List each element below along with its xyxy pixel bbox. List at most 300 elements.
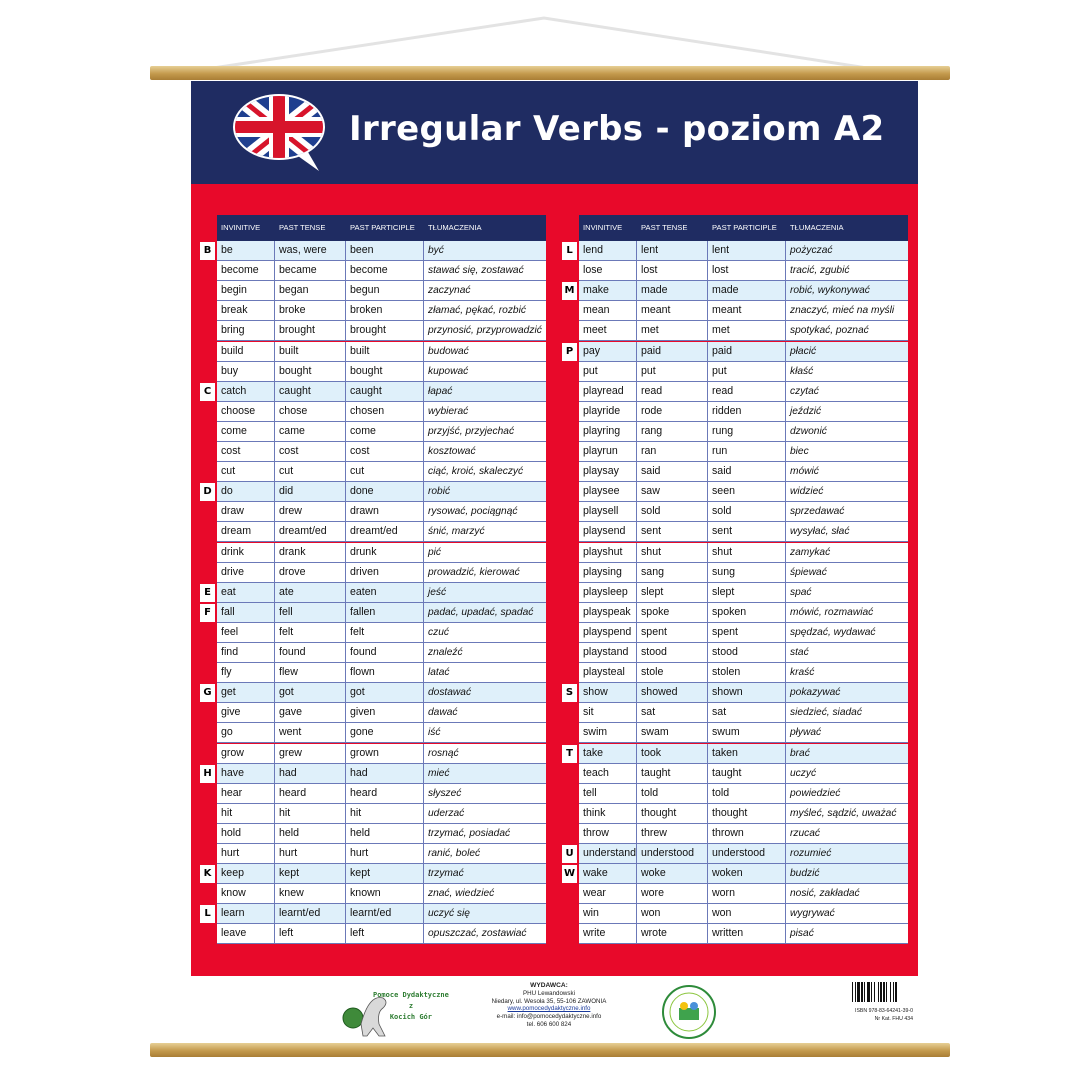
barcode-bar (861, 982, 863, 1002)
past-participle-cell: had (346, 764, 424, 783)
row-cells (217, 241, 546, 261)
infinitive-cell: draw (217, 502, 275, 521)
row-cells (217, 723, 546, 743)
letter-marker: K (200, 865, 215, 883)
infinitive-cell: playsteal (579, 663, 637, 682)
table-row (562, 663, 908, 683)
translation-cell: kupować (428, 365, 469, 377)
past-tense-cell: hurt (275, 844, 346, 863)
past-participle-cell: caught (346, 382, 424, 401)
translation-cell: pływać (790, 727, 822, 739)
letter-marker: M (562, 282, 577, 300)
table-row (562, 643, 908, 663)
past-participle-cell: understood (708, 844, 786, 863)
barcode-bar (880, 982, 882, 1002)
page-title: Irregular Verbs - poziom A2 (349, 109, 885, 149)
past-participle-cell: fallen (346, 603, 424, 622)
past-tense-cell: took (637, 744, 708, 763)
infinitive-cell: sit (579, 703, 637, 722)
translation-cell: znać, wiedzieć (428, 888, 495, 900)
translation-cell: pożyczać (790, 245, 833, 256)
row-cells (217, 643, 546, 663)
row-cells (579, 844, 908, 864)
infinitive-cell: win (579, 904, 637, 923)
row-cells (217, 683, 546, 703)
row-cells (579, 342, 908, 362)
past-participle-cell: read (708, 382, 786, 401)
translation-cell: wygrywać (790, 908, 835, 920)
letter-marker: H (200, 765, 215, 783)
past-participle-cell: met (708, 321, 786, 340)
barcode-bar (890, 982, 891, 1002)
table-row (200, 623, 546, 643)
past-tense-cell: sold (637, 502, 708, 521)
past-tense-cell: said (637, 462, 708, 481)
infinitive-cell: pay (579, 342, 637, 361)
letter-marker: D (200, 483, 215, 501)
infinitive-cell: wake (579, 864, 637, 883)
past-participle-cell: dreamt/ed (346, 522, 424, 541)
table-row (200, 844, 546, 864)
infinitive-cell: playring (579, 422, 637, 441)
infinitive-cell: drink (217, 543, 275, 562)
row-cells (217, 663, 546, 683)
past-tense-cell: cut (275, 462, 346, 481)
letter-marker: F (200, 604, 215, 622)
infinitive-cell: take (579, 744, 637, 763)
infinitive-cell: cost (217, 442, 275, 461)
row-cells (579, 402, 908, 422)
past-tense-cell: swam (637, 723, 708, 742)
row-cells (579, 924, 908, 944)
row-cells (579, 522, 908, 542)
past-tense-cell: held (275, 824, 346, 843)
table-row (200, 784, 546, 804)
past-participle-cell: gone (346, 723, 424, 742)
table-row (562, 342, 908, 362)
past-participle-cell: woken (708, 864, 786, 883)
table-row (562, 502, 908, 522)
row-cells (217, 563, 546, 583)
table-row (200, 342, 546, 362)
infinitive-cell: playride (579, 402, 637, 421)
row-cells (579, 603, 908, 623)
translation-cell: wysyłać, słać (790, 526, 850, 538)
row-cells (217, 884, 546, 904)
past-participle-cell: worn (708, 884, 786, 903)
row-cells (217, 261, 546, 281)
isbn-info: ISBN 978-83-64241-39-0 Nr Kat. FHU 434 (855, 1008, 913, 1022)
past-participle-cell: sat (708, 703, 786, 722)
past-tense-cell: heard (275, 784, 346, 803)
table-row (562, 362, 908, 382)
translation-cell: mówić (790, 466, 819, 478)
past-tense-cell: drank (275, 543, 346, 562)
past-participle-cell: learnt/ed (346, 904, 424, 923)
row-cells (579, 482, 908, 502)
barcode-bar (895, 982, 897, 1002)
past-tense-cell: put (637, 362, 708, 381)
row-cells (217, 824, 546, 844)
table-row (200, 321, 546, 341)
publisher-website-link[interactable]: www.pomocedydaktyczne.info (507, 1005, 591, 1013)
past-participle-cell: rung (708, 422, 786, 441)
past-participle-cell: thrown (708, 824, 786, 843)
translation-cell: kosztować (428, 446, 476, 457)
past-tense-cell: caught (275, 382, 346, 401)
translation-cell: pić (428, 546, 442, 558)
past-participle-cell: found (346, 643, 424, 662)
row-cells (579, 723, 908, 743)
translation-cell: stać (790, 647, 809, 658)
letter-marker: L (200, 905, 215, 923)
past-participle-cell: flown (346, 663, 424, 682)
table-row (200, 482, 546, 502)
table-row (200, 744, 546, 764)
translation-cell: nosić, zakładać (790, 888, 860, 900)
barcode-bar (857, 982, 860, 1002)
past-participle-cell: sung (708, 563, 786, 582)
translation-cell: spać (790, 586, 812, 598)
translation-cell: śnić, marzyć (428, 526, 485, 538)
header-infinitive: INVINITIVE (221, 223, 261, 232)
row-cells (217, 764, 546, 784)
infinitive-cell: tell (579, 784, 637, 803)
past-tense-cell: rang (637, 422, 708, 441)
past-participle-cell: come (346, 422, 424, 441)
past-participle-cell: seen (708, 482, 786, 501)
past-participle-cell: brought (346, 321, 424, 340)
letter-marker: T (562, 745, 577, 763)
row-cells (217, 342, 546, 362)
row-cells (579, 744, 908, 764)
past-participle-cell: built (346, 342, 424, 361)
barcode-bar (864, 982, 865, 1002)
infinitive-cell: hit (217, 804, 275, 823)
table-row (200, 663, 546, 683)
table-row (562, 442, 908, 462)
row-cells (579, 382, 908, 402)
table-row (200, 864, 546, 884)
past-participle-cell: grown (346, 744, 424, 763)
past-participle-cell: spoken (708, 603, 786, 622)
infinitive-cell: playspeak (579, 603, 637, 622)
past-tense-cell: paid (637, 342, 708, 361)
infinitive-cell: catch (217, 382, 275, 401)
translation-cell: przynosić, przyprowadzić (428, 325, 542, 337)
translation-cell: kraść (790, 667, 815, 679)
translation-cell: sprzedawać (790, 506, 845, 518)
past-tense-cell: broke (275, 301, 346, 320)
table-row (200, 543, 546, 563)
table-row (562, 683, 908, 703)
infinitive-cell: lose (579, 261, 637, 280)
table-row (562, 864, 908, 884)
past-participle-cell: stood (708, 643, 786, 662)
past-participle-cell: held (346, 824, 424, 843)
poster (191, 81, 918, 976)
past-tense-cell: left (275, 924, 346, 943)
table-header-left (217, 215, 546, 241)
past-tense-cell: woke (637, 864, 708, 883)
table-row (200, 442, 546, 462)
translation-cell: pokazywać (790, 687, 841, 699)
row-cells (579, 422, 908, 442)
table-row (562, 744, 908, 764)
row-cells (579, 261, 908, 281)
past-participle-cell: shown (708, 683, 786, 702)
table-row (200, 462, 546, 482)
barcode-bar (893, 982, 894, 1002)
translation-cell: dawać (428, 707, 458, 719)
letter-marker: L (562, 242, 577, 260)
past-tense-cell: read (637, 382, 708, 401)
past-participle-cell: lent (708, 241, 786, 260)
infinitive-cell: dream (217, 522, 275, 541)
row-cells (217, 804, 546, 824)
uk-flag-speech-bubble-icon (231, 91, 331, 173)
row-cells (217, 744, 546, 764)
infinitive-cell: make (579, 281, 637, 300)
past-participle-cell: swum (708, 723, 786, 742)
infinitive-cell: throw (579, 824, 637, 843)
infinitive-cell: get (217, 683, 275, 702)
table-row (562, 563, 908, 583)
translation-cell: robić (428, 486, 451, 498)
translation-cell: uderzać (428, 807, 465, 819)
past-tense-cell: sang (637, 563, 708, 582)
table-row (562, 321, 908, 341)
row-cells (217, 301, 546, 321)
table-row (200, 804, 546, 824)
row-cells (579, 301, 908, 321)
row-cells (579, 462, 908, 482)
table-row (200, 764, 546, 784)
past-participle-cell: sold (708, 502, 786, 521)
infinitive-cell: hear (217, 784, 275, 803)
translation-cell: myśleć, sądzić, uważać (790, 807, 897, 819)
translation-cell: brać (790, 747, 810, 759)
past-tense-cell: met (637, 321, 708, 340)
table-row (200, 723, 546, 743)
row-cells (217, 442, 546, 462)
row-cells (217, 583, 546, 603)
letter-marker: G (200, 684, 215, 702)
translation-cell: znaczyć, mieć na myśli (790, 305, 895, 317)
table-row (200, 281, 546, 301)
infinitive-cell: playsleep (579, 583, 637, 602)
table-row (200, 643, 546, 663)
infinitive-cell: hurt (217, 844, 275, 863)
translation-cell: rosnąć (428, 747, 459, 759)
past-tense-cell: drove (275, 563, 346, 582)
row-cells (217, 904, 546, 924)
letter-marker: W (562, 865, 577, 883)
past-participle-cell: slept (708, 583, 786, 602)
row-cells (579, 764, 908, 784)
letter-marker: S (562, 684, 577, 702)
table-row (200, 241, 546, 261)
past-tense-cell: went (275, 723, 346, 742)
translation-cell: uczyć (790, 767, 817, 779)
infinitive-cell: build (217, 342, 275, 361)
infinitive-cell: playread (579, 382, 637, 401)
infinitive-cell: playspend (579, 623, 637, 642)
table-row (200, 261, 546, 281)
past-tense-cell: meant (637, 301, 708, 320)
barcode-bar (886, 982, 887, 1002)
letter-marker: B (200, 242, 215, 260)
row-cells (579, 442, 908, 462)
past-tense-cell: became (275, 261, 346, 280)
translation-cell: czytać (790, 385, 819, 397)
infinitive-cell: learn (217, 904, 275, 923)
past-tense-cell: gave (275, 703, 346, 722)
infinitive-cell: bring (217, 321, 275, 340)
table-row (562, 522, 908, 542)
table-row (200, 522, 546, 542)
row-cells (217, 623, 546, 643)
past-tense-cell: spoke (637, 603, 708, 622)
translation-cell: czuć (428, 626, 449, 638)
bottom-hanging-rod (150, 1043, 950, 1057)
infinitive-cell: feel (217, 623, 275, 642)
translation-cell: ranić, boleć (428, 848, 481, 859)
publisher-info: WYDAWCA: PHU Lewandowski Niedary, ul. Wesoła 35, 55-106 ZAWONIA www.pomocedydaktyczne.info e-mail: info@pomocedydaktyczne.info tel. 606 600 824 (471, 982, 627, 1029)
past-participle-cell: given (346, 703, 424, 722)
infinitive-cell: have (217, 764, 275, 783)
table-row (200, 703, 546, 723)
table-row (200, 502, 546, 522)
past-participle-cell: hit (346, 804, 424, 823)
infinitive-cell: fly (217, 663, 275, 682)
past-tense-cell: lost (637, 261, 708, 280)
row-cells (217, 522, 546, 542)
past-tense-cell: rode (637, 402, 708, 421)
row-cells (579, 241, 908, 261)
infinitive-cell: buy (217, 362, 275, 381)
row-cells (217, 422, 546, 442)
infinitive-cell: drive (217, 563, 275, 582)
past-tense-cell: thought (637, 804, 708, 823)
row-cells (217, 784, 546, 804)
translation-cell: budzić (790, 868, 820, 880)
translation-cell: zamykać (790, 546, 831, 558)
infinitive-cell: give (217, 703, 275, 722)
row-cells (217, 462, 546, 482)
past-participle-cell: chosen (346, 402, 424, 421)
infinitive-cell: understand (579, 844, 637, 863)
infinitive-cell: put (579, 362, 637, 381)
row-cells (217, 281, 546, 301)
row-cells (579, 643, 908, 663)
row-cells (217, 924, 546, 944)
table-row (200, 422, 546, 442)
translation-cell: być (428, 245, 444, 256)
barcode-bar (871, 982, 872, 1002)
past-participle-cell: taught (708, 764, 786, 783)
translation-cell: pisać (790, 928, 814, 940)
past-participle-cell: told (708, 784, 786, 803)
barcode-bar (878, 982, 879, 1002)
table-row (200, 924, 546, 944)
table-row (200, 382, 546, 402)
infinitive-cell: hold (217, 824, 275, 843)
barcode-bar (883, 982, 885, 1002)
past-tense-cell: wore (637, 884, 708, 903)
poster-footer (191, 976, 918, 1043)
table-row (562, 784, 908, 804)
past-participle-cell: driven (346, 563, 424, 582)
past-tense-cell: got (275, 683, 346, 702)
past-participle-cell: written (708, 924, 786, 943)
publisher-logo-text: Pomoce Dydaktyczne z Kocich Gór (373, 991, 449, 1021)
infinitive-cell: playsell (579, 502, 637, 521)
table-row (562, 764, 908, 784)
translation-cell: uczyć się (428, 908, 470, 920)
infinitive-cell: begin (217, 281, 275, 300)
row-cells (217, 482, 546, 502)
infinitive-cell: teach (579, 764, 637, 783)
past-participle-cell: sent (708, 522, 786, 541)
header-translation: TŁUMACZENIA (428, 223, 482, 232)
past-participle-cell: taken (708, 744, 786, 763)
top-hanging-rod (150, 66, 950, 80)
table-row (200, 362, 546, 382)
header-translation: TŁUMACZENIA (790, 223, 844, 232)
row-cells (579, 884, 908, 904)
past-tense-cell: ate (275, 583, 346, 602)
past-participle-cell: drawn (346, 502, 424, 521)
barcode-bar (874, 982, 875, 1002)
infinitive-cell: be (217, 241, 275, 260)
past-tense-cell: brought (275, 321, 346, 340)
translation-cell: jeść (428, 586, 447, 598)
past-participle-cell: got (346, 683, 424, 702)
infinitive-cell: lend (579, 241, 637, 260)
row-cells (217, 382, 546, 402)
table-row (200, 301, 546, 321)
past-tense-cell: spent (637, 623, 708, 642)
past-participle-cell: felt (346, 623, 424, 642)
past-participle-cell: known (346, 884, 424, 903)
letter-marker: U (562, 845, 577, 863)
past-tense-cell: dreamt/ed (275, 522, 346, 541)
past-participle-cell: become (346, 261, 424, 280)
publisher-email: e-mail: info@pomocedydaktyczne.info (496, 1013, 602, 1021)
past-tense-cell: sat (637, 703, 708, 722)
past-tense-cell: began (275, 281, 346, 300)
past-participle-cell: cost (346, 442, 424, 461)
translation-cell: śpiewać (790, 566, 827, 578)
infinitive-cell: meet (579, 321, 637, 340)
round-badge-logo (661, 984, 717, 1040)
table-row (562, 904, 908, 924)
past-participle-cell: eaten (346, 583, 424, 602)
translation-cell: przyjść, przyjechać (428, 425, 515, 437)
barcode-bar (852, 982, 853, 1002)
translation-cell: spędzać, wydawać (790, 626, 876, 638)
row-cells (579, 804, 908, 824)
past-participle-cell: stolen (708, 663, 786, 682)
table-row (562, 824, 908, 844)
past-participle-cell: done (346, 482, 424, 501)
table-row (562, 402, 908, 422)
row-cells (217, 864, 546, 884)
row-cells (579, 362, 908, 382)
row-cells (217, 703, 546, 723)
poster-header (191, 81, 918, 184)
